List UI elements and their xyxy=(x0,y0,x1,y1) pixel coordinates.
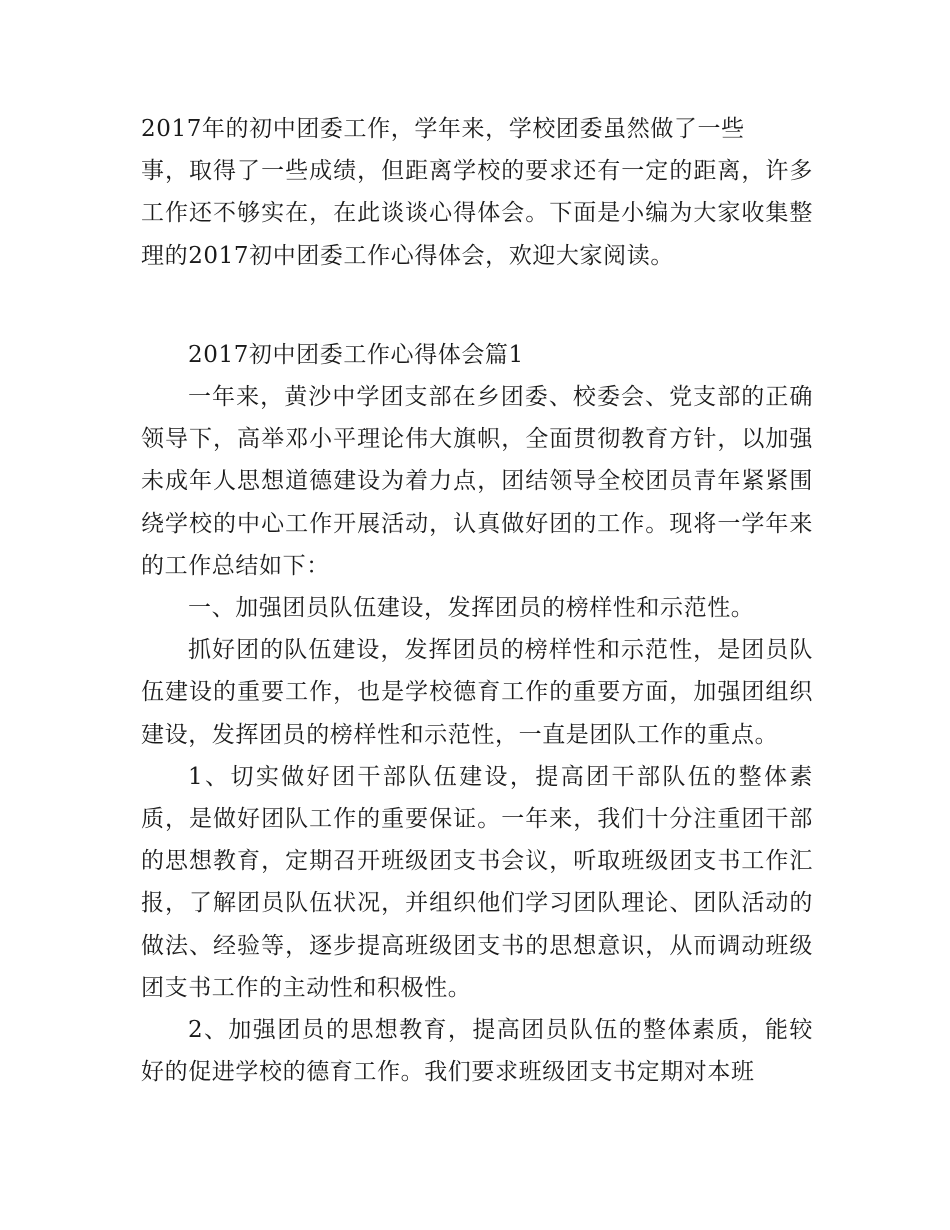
item-2-paragraph: 2、加强团员的思想教育，提高团员队伍的整体素质，能较好的促进学校的德育工作。我们要求班级团支书定期对本班 xyxy=(141,1017,813,1086)
intro-remaining-text: 事，取得了一些成绩，但距离学校的要求还有一定的距离，许多工作还不够实在，在此谈谈心得体会。下面是小编为大家收集整理的2017初中团委工作心得体会，欢迎大家阅读。 xyxy=(141,158,813,269)
heading-one: 一、加强团员队伍建设，发挥团员的榜样性和示范性。 xyxy=(188,595,755,622)
section-title: 2017初中团委工作心得体会篇1 xyxy=(188,341,524,368)
document-body xyxy=(141,108,813,1093)
paragraph-2: 抓好团的队伍建设，发挥团员的榜样性和示范性，是团员队伍建设的重要工作，也是学校德育工作的重要方面，加强团组织建设，发挥团员的榜样性和示范性，一直是团队工作的重点。 xyxy=(141,637,813,748)
intro-first-line: 2017年的初中团委工作，学年来，学校团委虽然做了一些 xyxy=(141,116,745,142)
intro-paragraph xyxy=(141,108,813,277)
paragraph-1: 一年来，黄沙中学团支部在乡团委、校委会、党支部的正确领导下，高举邓小平理论伟大旗帜，全面贯彻教育方针，以加强未成年人思想道德建设为着力点，团结领导全校团员青年紧紧围绕学校的中心工作开展活动，认真做好团的工作。现将一学年来的工作总结如下： xyxy=(141,384,813,579)
item-1-paragraph: 1、切实做好团干部队伍建设，提高团干部队伍的整体素质，是做好团队工作的重要保证。一年来，我们十分注重团干部的思想教育，定期召开班级团支书会议，听取班级团支书工作汇报，了解团员队伍状况，并组织他们学习团队理论、团队活动的做法、经验等，逐步提高班级团支书的思想意识，从而调动班级团支书工作的主动性和积极性。 xyxy=(141,763,813,1001)
